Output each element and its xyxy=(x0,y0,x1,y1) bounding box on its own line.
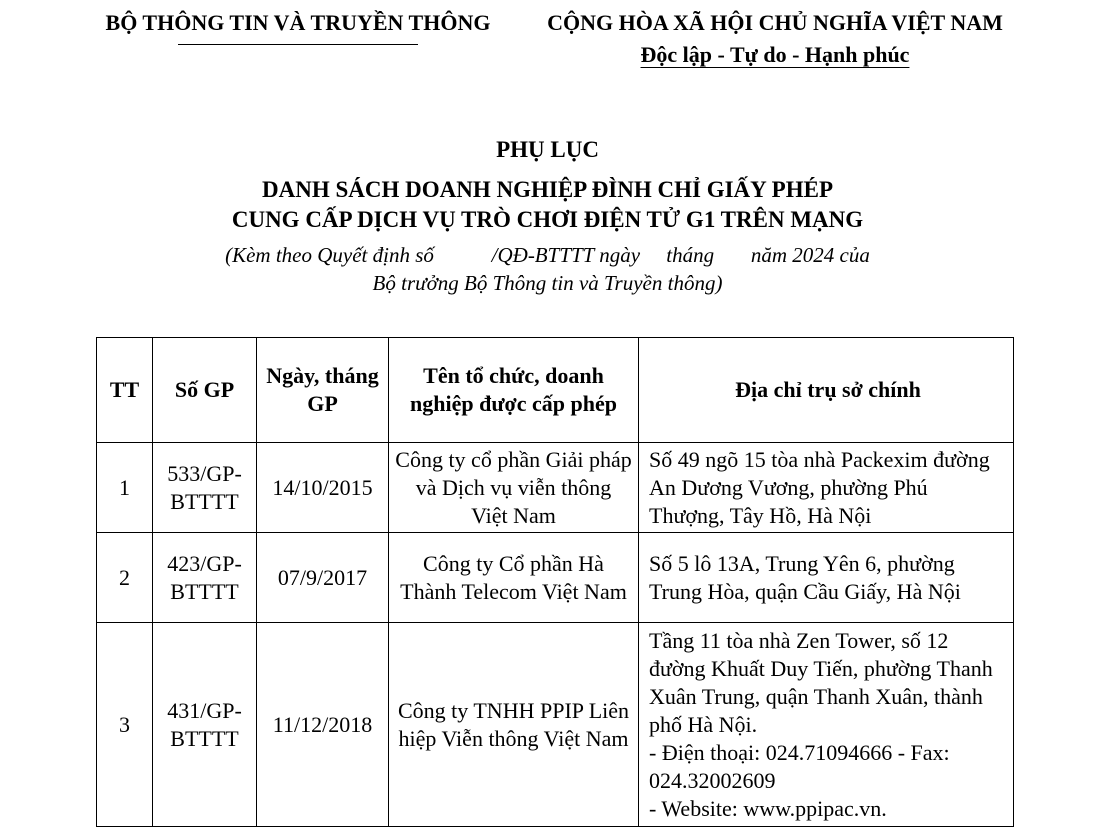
address-line: Số 5 lô 13A, Trung Yên 6, phường Trung Hòa, quận Cầu Giấy, Hà Nội xyxy=(649,550,961,604)
cell-so-gp: 533/GP-BTTTT xyxy=(153,443,257,533)
document-title-block xyxy=(0,136,1095,297)
cell-dia-chi xyxy=(639,443,1014,533)
phone-fax-line: - Điện thoại: 024.71094666 - Fax: 024.32002609 xyxy=(649,739,950,793)
cell-ten: Công ty cổ phần Giải pháp và Dịch vụ viễn thông Việt Nam xyxy=(389,443,639,533)
list-title-line-1: DANH SÁCH DOANH NGHIỆP ĐÌNH CHỈ GIẤY PHÉP xyxy=(262,177,833,202)
table-row xyxy=(97,623,1014,827)
license-suspension-table xyxy=(96,337,1014,827)
header-ten-doanh-nghiep: Tên tổ chức, doanh nghiệp được cấp phép xyxy=(389,338,639,443)
cell-ten: Công ty TNHH PPIP Liên hiệp Viễn thông Việt Nam xyxy=(389,623,639,827)
decision-reference-line-2: Bộ trưởng Bộ Thông tin và Truyền thông) xyxy=(372,271,723,295)
agency-name: BỘ THÔNG TIN VÀ TRUYỀN THÔNG xyxy=(105,10,491,35)
cell-dia-chi xyxy=(639,533,1014,623)
table-header-row xyxy=(97,338,1014,443)
cell-ngay: 11/12/2018 xyxy=(257,623,389,827)
national-motto: Độc lập - Tự do - Hạnh phúc xyxy=(640,42,910,67)
header-tt: TT xyxy=(97,338,153,443)
cell-ten: Công ty Cổ phần Hà Thành Telecom Việt Nam xyxy=(389,533,639,623)
cell-tt: 2 xyxy=(97,533,153,623)
table-row xyxy=(97,443,1014,533)
website-line: - Website: www.ppipac.vn. xyxy=(649,795,887,821)
header-dia-chi: Địa chỉ trụ sở chính xyxy=(639,338,1014,443)
table-row xyxy=(97,533,1014,623)
cell-tt: 3 xyxy=(97,623,153,827)
address-line: Số 49 ngõ 15 tòa nhà Packexim đường An Dương Vương, phường Phú Thượng, Tây Hồ, Hà Nội xyxy=(649,446,990,528)
address-line: Tầng 11 tòa nhà Zen Tower, số 12 đường Khuất Duy Tiến, phường Thanh Xuân Trung, quận Thanh Xuân, thành phố Hà Nội. xyxy=(649,627,993,737)
cell-ngay: 07/9/2017 xyxy=(257,533,389,623)
cell-dia-chi xyxy=(639,623,1014,827)
header-so-gp: Số GP xyxy=(153,338,257,443)
header-ngay-thang-gp: Ngày, tháng GP xyxy=(257,338,389,443)
appendix-heading: PHỤ LỤC xyxy=(496,137,599,162)
agency-underline xyxy=(178,44,418,45)
cell-tt: 1 xyxy=(97,443,153,533)
nation-name: CỘNG HÒA XÃ HỘI CHỦ NGHĨA VIỆT NAM xyxy=(547,10,1003,35)
nation-header xyxy=(520,10,1030,68)
list-title-line-2: CUNG CẤP DỊCH VỤ TRÒ CHƠI ĐIỆN TỬ G1 TRÊN MẠNG xyxy=(231,207,864,232)
cell-so-gp: 423/GP-BTTTT xyxy=(153,533,257,623)
cell-ngay: 14/10/2015 xyxy=(257,443,389,533)
cell-so-gp: 431/GP-BTTTT xyxy=(153,623,257,827)
agency-header xyxy=(88,10,508,45)
decision-reference-line-1: (Kèm theo Quyết định số /QĐ-BTTTT ngày tháng năm 2024 của xyxy=(225,243,870,267)
table-body xyxy=(97,443,1014,827)
